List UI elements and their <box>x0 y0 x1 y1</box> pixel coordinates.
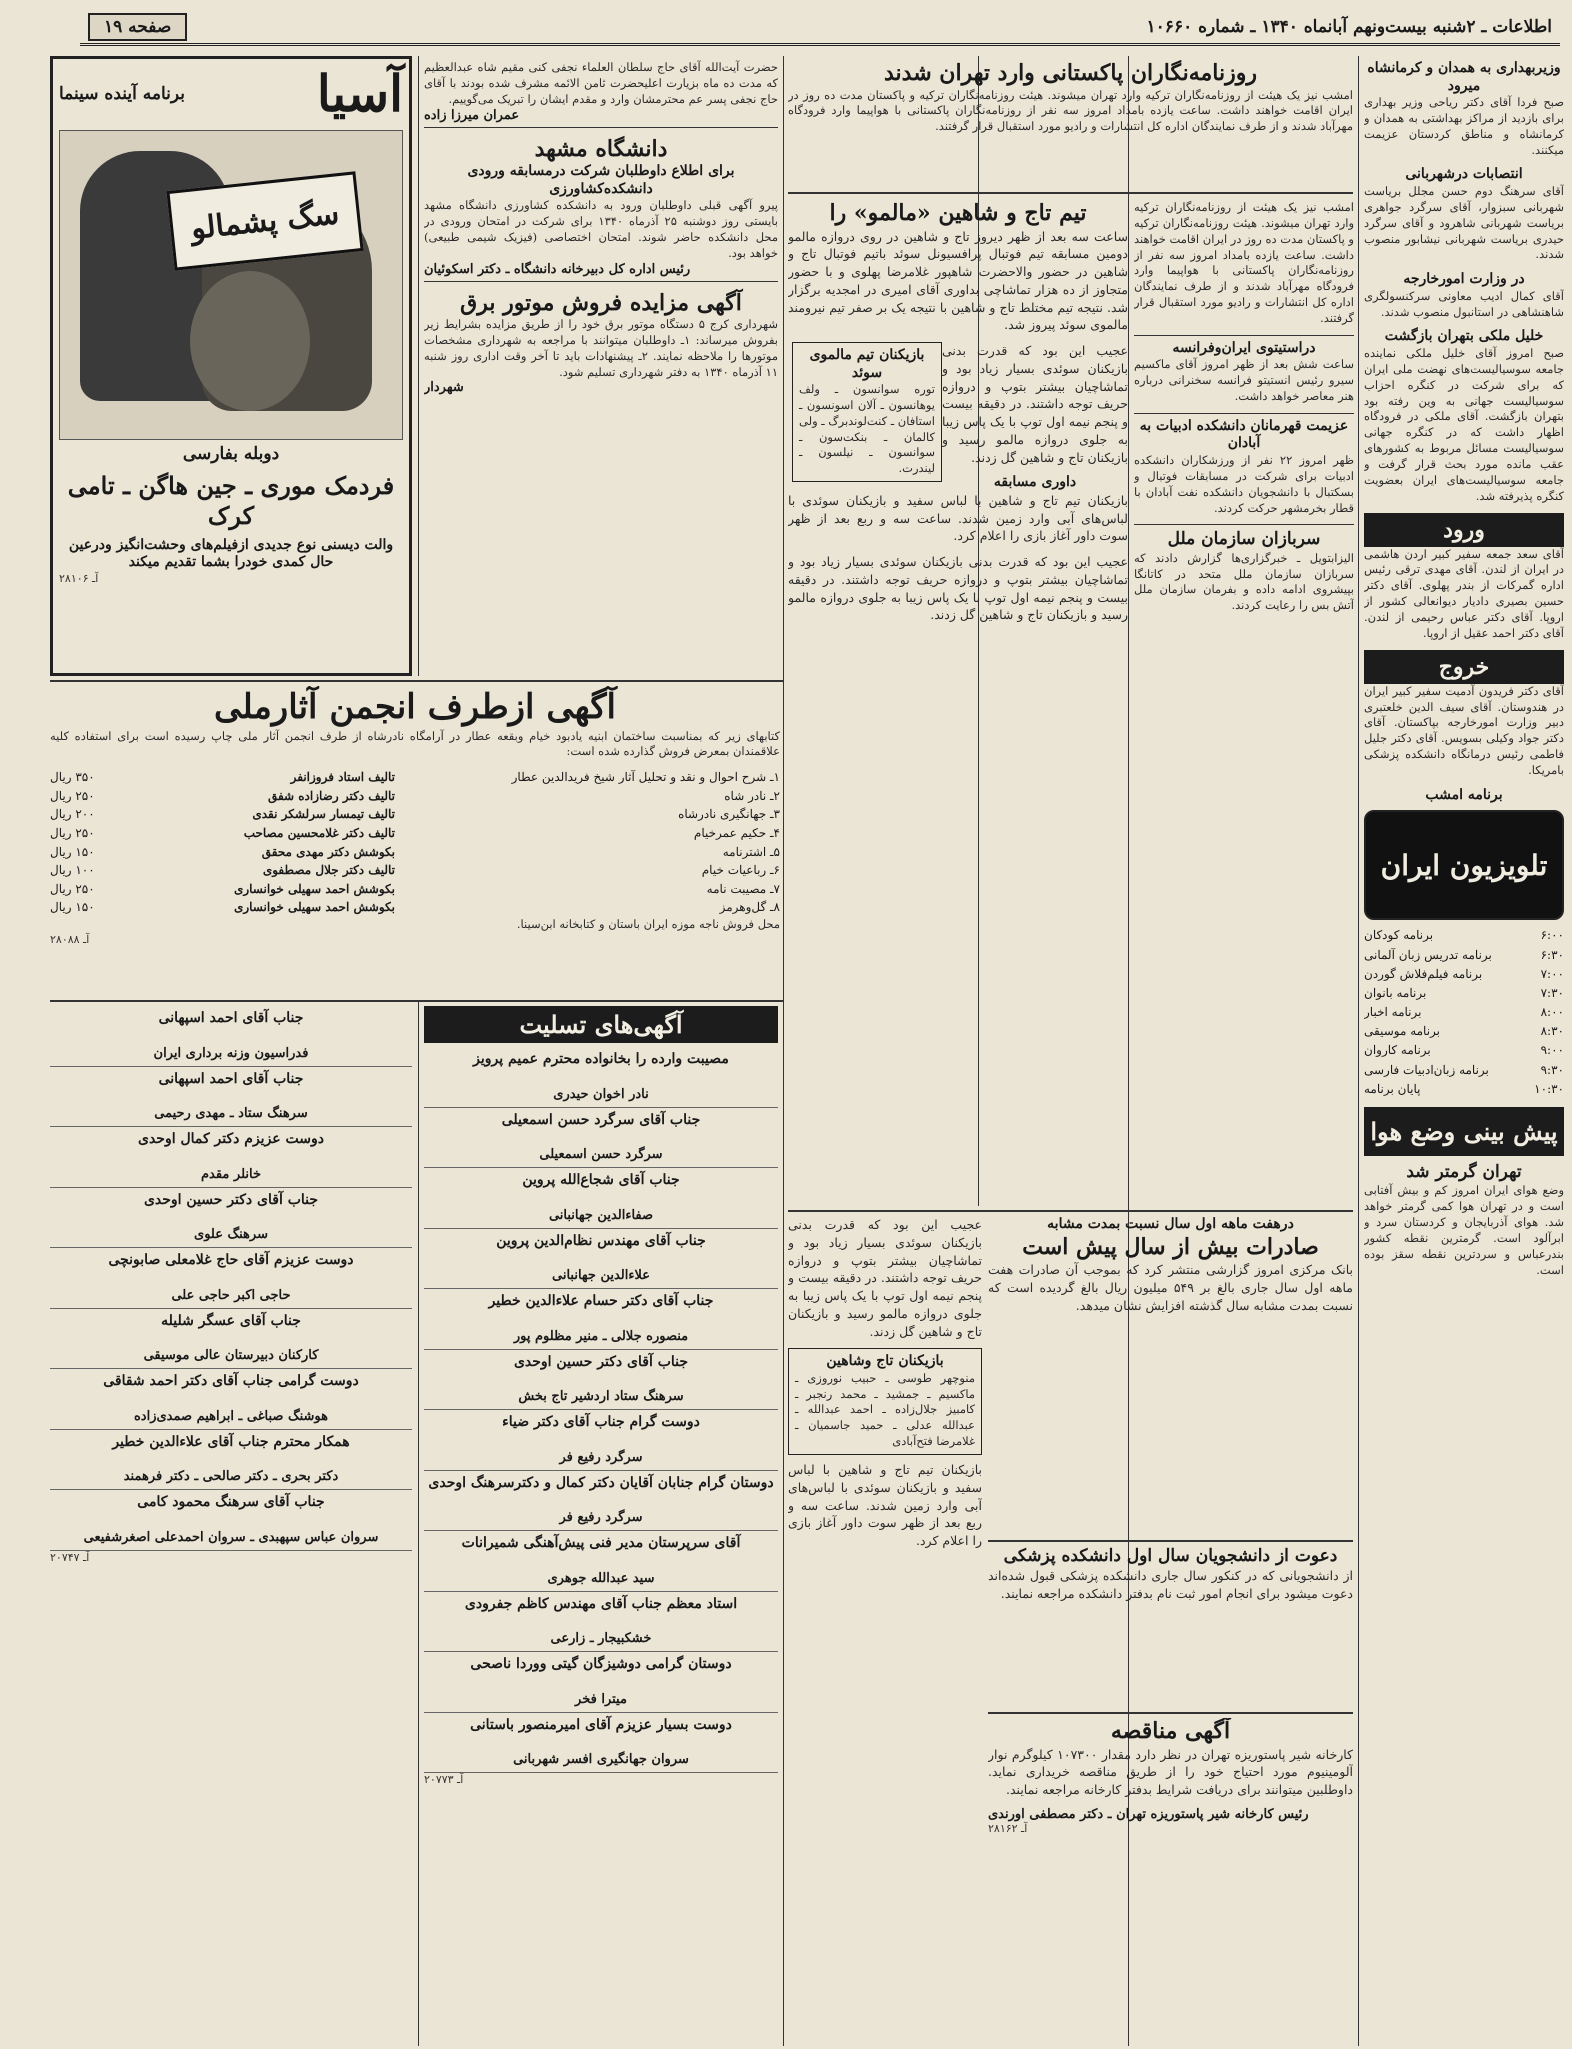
tv-show: برنامه زبان‌ادبیات فارسی <box>1364 1062 1489 1077</box>
condolence-text <box>426 1432 776 1450</box>
condolences-label: آگهی‌های تسلیت <box>424 1006 778 1043</box>
tv-schedule-row <box>1364 1041 1564 1060</box>
section-rule <box>988 1540 1353 1542</box>
condolence-title: همکار محترم جناب آقای علاءالدین خطیر <box>112 1433 350 1450</box>
condolence-signature: سید عبدالله جوهری <box>547 1570 655 1586</box>
tv-time: ۸:۳۰ <box>1540 1024 1564 1039</box>
auction-headline: آگهی مزایده فروش موتور برق <box>460 289 742 316</box>
festival-body: ساعت شش بعد از ظهر امروز آقای ماکسیم سیرو رئیس انستیتو فرانسه سخنرانی درباره هنر معاصر خواهد داشت. <box>1134 357 1354 404</box>
book-price: ۲۰۰ ریال <box>50 807 95 822</box>
tv-logo: تلویزیون ایران <box>1364 810 1564 920</box>
condolence-title: استاد معظم جناب آقای مهندس کاظم جفرودی <box>464 1595 738 1612</box>
condolence-code: آـ ۲۰۷۴۷ <box>50 1550 90 1564</box>
book-author: تالیف دکتر جلال مصطفوی <box>262 863 395 878</box>
condolence-signature: سرگرد حسن اسمعیلی <box>539 1147 663 1162</box>
condolence-title: جناب آقای عسگر شلیله <box>161 1312 301 1329</box>
condolence-text <box>426 1734 776 1752</box>
film-ad-code: آـ ۲۸۱۰۶ <box>59 571 99 585</box>
condolence-signature: سرگرد رفیع فر <box>559 1510 643 1525</box>
condolence-title: دوست بسیار عزیزم آقای امیرمنصور باستانی <box>470 1716 732 1733</box>
film-poster-image <box>59 130 403 440</box>
condolence-signature: سروان عباس سپهبدی ـ سروان احمدعلی اصغرشفیعی <box>83 1529 379 1545</box>
condolence-title: جناب آقای شجاع‌الله پروین <box>522 1172 680 1188</box>
exports-pre-headline: درهفت ماهه اول سال نسبت بمدت مشابه <box>1047 1216 1294 1232</box>
condolence-signature: کارکنان دبیرستان عالی موسیقی <box>143 1348 319 1363</box>
condolence-notice <box>50 1188 412 1249</box>
film-note: والت دیسنی نوع جدیدی ازفیلم‌های وحشت‌انگیز ودرعین حال کمدی خودرا بشما تقدیم میکند <box>68 536 394 571</box>
book-price: ۲۵۰ ریال <box>50 826 95 840</box>
team-body: ساعت سه بعد از ظهر دیروز تاج و شاهین در روی دروازه مالمو دومین مسابقه تیم فوتبال پرافسیونل سوئد باتیم فوتبال تاج و شاهین در حضور والاحضرت شاهپور غلامرضا پهلوی و با حضور متجاوز از ده هزار تماشاچی بداوری آقای امیری در امجدیه برگزار شد. نتیجه تیم مختلط تاج و شاهین با نتیجه یک بر صفر تیم نیرومند مالموی سوئد پیروز شد. <box>788 228 1128 333</box>
condolence-title: دوست عزیزم دکتر کمال اوحدی <box>138 1131 324 1147</box>
column-rule <box>783 56 784 2046</box>
condolence-signature: خانلر مقدم <box>200 1166 262 1182</box>
heritage-ad <box>50 686 780 996</box>
exports-headline: صادرات بیش از سال پیش است <box>1022 1233 1319 1260</box>
sport-lineup-body: منوچهر طوسی ـ حبیب نوروزی ـ ماکسیم ـ جمشید ـ محمد رنجبر ـ کامبیز جلال‌زاده ـ احمد عبدالله ـ عبدالله عدلی ـ حمید جاسمیان ـ غلامرضا فتح‌آبادی <box>795 1370 975 1449</box>
mashhad-signature: رئیس اداره کل دبیرخانه دانشگاه ـ دکتر اسکوئیان <box>424 261 691 277</box>
un-headline: سربازان سازمان ملل <box>1167 529 1321 550</box>
condolences-right-list <box>50 1006 412 1551</box>
congrats-body: حضرت آیت‌الله آقای حاج سلطان العلماء نجفی کنی مقیم شاه عبدالعظیم که مدت ده ماه بزیارت اعلیحضرت ثامن الائمه مشرف شده بودند با آقای حاج نجفی پسر عم محترمشان وارد و مقدم ایشان را تبریک می‌گوییم. <box>424 60 778 106</box>
condolence-title: دوست گرام جناب آقای دکتر ضیاء <box>502 1414 700 1430</box>
condolences-left-list <box>424 1047 778 1773</box>
condolence-notice <box>50 1127 412 1188</box>
condolence-title: جناب آقای احمد اسپهانی <box>158 1010 304 1026</box>
heritage-headline: آگهی ازطرف انجمن آثارملی <box>214 687 616 727</box>
congrats-signature: عمران میرزا زاده <box>424 107 520 123</box>
book-price: ۲۵۰ ریال <box>50 788 95 803</box>
condolence-title: جناب آقای مهندس نظام‌الدین پروین <box>496 1232 706 1249</box>
condolences-right-column <box>50 1006 412 2044</box>
travel-body: ظهر امروز ۲۲ نفر از ورزشکاران دانشکده ادبیات برای شرکت در مسابقات فوتبال و بسکتبال با دانشجویان دانشکده نفت آبادان با قطار بخرمشهر حرکت کردند. <box>1134 452 1354 515</box>
book-row <box>50 898 780 917</box>
condolence-signature: میترا فخر <box>575 1691 627 1707</box>
tv-schedule-row <box>1364 946 1564 965</box>
column-announcements <box>424 60 778 675</box>
sport-lineup-headline: بازیکنان تاج وشاهین <box>826 1353 944 1370</box>
book-title: ۳ـ جهانگیری نادرشاه <box>678 807 780 822</box>
column-rule <box>418 1000 419 2046</box>
issue-info: اطلاعات ـ ۲شنبه بیست‌ونهم آبانماه ۱۳۴۰ ـ شماره ۱۰۶۶۰ <box>1146 16 1552 37</box>
book-author: بکوشش احمد سهیلی خوانساری <box>233 881 395 896</box>
team-body-continued: عجیب این بود که قدرت بدنی بازیکنان سوئدی بسیار زیاد بود و تماشاچیان بیشتر بتوپ و دروازه حریف توجه داشتند. در دقیقه بیست و پنجم نیمه اول توپ با یک پاس زیبا به جلوی دروازه مالمو رسید و بازیکنان تاج و شاهین گل زدند. <box>942 343 1128 465</box>
book-row <box>50 824 780 843</box>
tv-schedule <box>1364 926 1564 1099</box>
condolence-text <box>52 1028 410 1046</box>
condolence-title: دوست گرامی جناب آقای دکتر احمد شقاقی <box>103 1373 359 1389</box>
poster-dog <box>190 271 310 411</box>
cinema-name: آسیا <box>316 64 403 123</box>
condolence-text <box>52 1088 410 1106</box>
page-number: صفحه ۱۹ <box>88 13 187 41</box>
condolence-text <box>52 1330 410 1348</box>
condolence-text <box>426 1129 776 1147</box>
book-title: ۶ـ رباعیات خیام <box>701 863 780 878</box>
khalil-maleki-body: صبح امروز آقای خلیل ملکی نماینده جامعه سوسیالیست‌های نهضت ملی ایران که برای شرکت در کنگره احزاب سوسیالیست جهانی به وین رفته بود بتهران بازگشت. آقای ملکی در فرودگاه اظهار داشت که در کنگره جهانی سوسیالیست مسائل مربوط به کشورهای عقب مانده مورد بحث قرار گرفت و جامعه سوسیالیست‌های ایران بعضویت کنگره پذیرفته شد. <box>1364 345 1564 503</box>
festival-headline: دراستیتوی ایران‌وفرانسه <box>1172 339 1316 356</box>
book-row <box>50 787 780 806</box>
book-price: ۲۵۰ ریال <box>50 881 95 896</box>
weather-body: وضع هوای ایران امروز کم و بیش آفتابی است و در تهران هوا کمی گرمتر خواهد شد. هوای آذربایجان و کردستان سرد و ابرآلود است. گرمترین نقطه کشور بندرعباس و سردترین نقطه سقز بوده است. <box>1364 1183 1564 1277</box>
tender-article <box>988 1718 1353 2043</box>
condolence-notice <box>424 1108 778 1169</box>
condolence-notice <box>50 1309 412 1370</box>
departures-label: خروج <box>1364 650 1564 684</box>
condolence-title: جناب آقای احمد اسپهانی <box>158 1070 304 1087</box>
condolence-title: جناب آقای سرهنگ محمود کامی <box>137 1494 325 1510</box>
foreign-ministry-body: آقای کمال ادیب معاونی سرکنسولگری شاهنشاهی در استانبول منصوب شدند. <box>1364 288 1564 319</box>
heritage-intro: کتابهای زیر که بمناسبت ساختمان ابنیه یادبود خیام وبقعه عطار در آرامگاه نادرشاه از طرف انجمن آثار ملی چاپ رسیده است برای استفاده کلیه علاقمندان بمعرض فروش گذارده شده است: <box>50 728 780 759</box>
condolence-notice <box>424 1289 778 1350</box>
referee-headline: داوری مسابقه <box>993 474 1077 491</box>
condolence-signature: سرهنگ علوی <box>194 1227 268 1242</box>
condolence-signature: علاءالدین جهانبانی <box>551 1268 650 1283</box>
mashhad-headline: دانشگاه مشهد <box>534 135 668 162</box>
column-rule <box>1358 56 1359 2046</box>
condolence-title: جناب آقای سرگرد حسن اسمعیلی <box>501 1111 701 1128</box>
match-continued <box>788 1216 982 2041</box>
condolence-signature: خشکبیجار ـ زارعی <box>550 1631 652 1646</box>
tv-show: برنامه اخبار <box>1364 1005 1422 1020</box>
heritage-outro: محل فروش ناجه موزه ایران باستان و کتابخانه ابن‌سینا. <box>516 916 780 931</box>
condolence-notice <box>424 1471 778 1532</box>
weather-label: پیش بینی وضع هوا <box>1364 1107 1564 1156</box>
appointments-headline: انتصابات درشهربانی <box>1405 166 1523 183</box>
condolence-signature: صفاءالدین جهانبانی <box>548 1207 654 1223</box>
book-price: ۱۰۰ ریال <box>50 863 95 878</box>
condolence-text <box>426 1250 776 1268</box>
condolence-title: مصیبت وارده را بخانواده محترم عمیم پرویز <box>473 1051 729 1067</box>
condolence-notice <box>424 1713 778 1774</box>
condolence-text <box>52 1270 410 1288</box>
film-title: سگ پشمالو <box>166 171 363 270</box>
condolence-text <box>426 1613 776 1631</box>
condolence-signature: منصوره جلالی ـ منیر مظلوم پور <box>513 1328 689 1344</box>
condolence-signature: حاجی اکبر حاجی علی <box>171 1287 291 1303</box>
journalists-continued <box>1134 200 1354 1200</box>
masthead <box>80 10 1560 46</box>
section-rule <box>988 1712 1353 1714</box>
tv-show: برنامه موسیقی <box>1364 1024 1441 1039</box>
tv-schedule-row <box>1364 1061 1564 1080</box>
condolence-notice <box>424 1652 778 1713</box>
lineup-headline: بازیکنان تیم مالموی سوئد <box>809 347 925 381</box>
tv-show: برنامه بانوان <box>1364 985 1427 1000</box>
un-body: الیزابتویل ـ خبرگزاری‌ها گزارش دادند که سربازان سازمان ملل متحد در کاتانگا بپیشروی ادامه داده و بفرمان سازمان ملل آتش بس را رعایت کردند. <box>1134 550 1354 613</box>
referee-body: بازیکنان تیم تاج و شاهین با لباس سفید و بازیکنان سوئدی با لباس‌های آبی وارد زمین شدند. ساعت سه و ربع بعد از ظهر سوت داور آغاز بازی را اعلام کرد. <box>788 492 1128 544</box>
tv-time: ۶:۳۰ <box>1540 947 1564 962</box>
weather-headline: تهران گرمتر شد <box>1406 1162 1522 1183</box>
condolences-left-column <box>424 1006 778 2044</box>
tv-time: ۱۰:۳۰ <box>1534 1081 1564 1096</box>
sport-lineup-box <box>788 1348 982 1455</box>
section-rule <box>50 1000 783 1002</box>
team-article <box>788 200 1128 1210</box>
book-author: تالیف دکتر غلامحسین مصاحب <box>243 826 395 840</box>
journalists-body: امشب نیز یک هیئت از روزنامه‌نگاران ترکیه وارد تهران میشوند. هیئت روزنامه‌نگاران ترکیه و پاکستان مدت ده روز در ایران اقامت خواهند داشت. ساعت یازده بامداد امروز سه نفر از روزنامه‌نگاران پاکستانی با هواپیما وارد فرودگاه مهرآباد شدند و از طرف نمایندگان اداره کل انتشارات و رادیو مورد استقبال قرار گرفتند. <box>788 87 1353 134</box>
travel-headline: عزیمت قهرمانان دانشکده ادبیات به آبادان <box>1139 417 1349 452</box>
condolence-notice <box>50 1006 412 1067</box>
condolence-title: جناب آقای دکتر حسین اوحدی <box>513 1353 689 1370</box>
condolence-text <box>426 1674 776 1692</box>
tv-schedule-row <box>1364 984 1564 1003</box>
section-rule <box>788 1210 1353 1212</box>
arrivals-label: ورود <box>1364 513 1564 547</box>
tv-schedule-row <box>1364 1022 1564 1041</box>
column-news-brief <box>1364 60 1564 2045</box>
minister-body: صبح فردا آقای دکتر ریاحی وزیر بهداری برای بازدید از مراکز بهداشتی به همدان و کرمانشاه و مناطق کردستان عزیمت میکنند. <box>1364 95 1564 157</box>
tv-show: برنامه تدریس زبان آلمانی <box>1364 947 1492 962</box>
tv-time: ۷:۳۰ <box>1540 985 1564 1000</box>
tv-show: برنامه فیلم‌فلاش گوردن <box>1364 966 1483 981</box>
mashhad-subhead: برای اطلاع داوطلبان شرکت درمسابقه ورودی دانشکده‌کشاورزی <box>467 163 735 197</box>
film-cast: فردمک موری ـ جین هاگن ـ تامی کرک <box>67 470 395 530</box>
auction-body: شهرداری کرج ۵ دستگاه موتور برق خود را از طریق مزایده بشرایط زیر بفروش میرساند: ۱ـ داوطلبان میتوانند با مراجعه به شهرداری مشخصات موتورها را ملاحظه نمایند. ۲ـ پیشنهادات باید تا آخر وقت اداری روز شنبه ۱۱ آذرماه ۱۳۴۰ به دفتر شهرداری تسلیم شود. <box>424 317 778 379</box>
lineup-box <box>792 342 942 482</box>
tender-headline: آگهی مناقصه <box>1110 1718 1231 1744</box>
condolence-notice <box>424 1350 778 1411</box>
medical-headline: دعوت از دانشجویان سال اول دانشکده پزشکی <box>1003 1546 1338 1566</box>
book-row <box>50 843 780 862</box>
condolence-notice <box>50 1067 412 1128</box>
condolence-title: دوست عزیزم آقای حاج غلامعلی صابونچی <box>108 1252 354 1268</box>
book-author: بکوشش دکتر مهدی محقق <box>261 844 395 859</box>
condolence-title: جناب آقای دکتر حسام علاءالدین خطیر <box>488 1293 714 1309</box>
tv-time: ۷:۰۰ <box>1540 966 1564 981</box>
book-price: ۱۵۰ ریال <box>50 900 95 915</box>
book-author: تالیف تیمسار سرلشکر نقدی <box>252 807 395 822</box>
tender-signature: رئیس کارخانه شیر پاستوریزه تهران ـ دکتر مصطفی اورندی <box>988 1806 1309 1822</box>
mashhad-body: پیرو آگهی قبلی داوطلبان ورود به دانشکده کشاورزی دانشگاه مشهد بایستی روز دوشنبه ۲۵ آذرماه ۱۳۴۰ برای شرکت در امتحان ورودی در محل دانشکده حاضر شوند. امتحان اختصاصی (فیزیک شیمی طبیعی) خواهد بود. <box>424 198 778 260</box>
condolence-notice <box>424 1531 778 1592</box>
condolence-text <box>426 1492 776 1510</box>
book-title: ۵ـ اشترنامه <box>722 844 780 859</box>
tv-time: ۹:۰۰ <box>1540 1043 1564 1058</box>
condolence-text <box>426 1553 776 1571</box>
medical-body: از دانشجویانی که در کنکور سال جاری دانشکده پزشکی قبول شده‌اند دعوت میشود برای انجام امور ثبت نام بدفتر دانشکده مراجعه نمایند. <box>988 1568 1353 1601</box>
condolence-signature: فدراسیون وزنه برداری ایران <box>153 1045 309 1061</box>
tv-schedule-row <box>1364 1080 1564 1099</box>
condolence-title: دوستان گرام جنابان آقایان دکتر کمال و دکترسرهنگ اوحدی <box>428 1474 774 1491</box>
exports-article <box>988 1216 1353 1536</box>
section-rule <box>788 192 1353 194</box>
cinema-label: برنامه آینده سینما <box>59 83 186 104</box>
medical-article <box>988 1546 1353 1706</box>
condolence-signature: نادر اخوان حیدری <box>553 1086 649 1102</box>
book-title: ۴ـ حکیم عمرخیام <box>693 826 780 840</box>
condolence-text <box>52 1451 410 1469</box>
condolence-notice <box>424 1229 778 1290</box>
tv-schedule-row <box>1364 1003 1564 1022</box>
tv-time: ۹:۳۰ <box>1540 1062 1564 1077</box>
condolence-notice <box>50 1248 412 1309</box>
condolence-notice <box>50 1369 412 1430</box>
condolence-notice <box>424 1168 778 1229</box>
book-title: ۸ـ گل‌وهرمز <box>719 900 780 915</box>
team-body-extra: عجیب این بود که قدرت بدنی بازیکنان سوئدی بسیار زیاد بود و تماشاچیان بیشتر بتوپ و دروازه حریف توجه داشتند. در دقیقه بیست و پنجم نیمه اول توپ با یک پاس زیبا به جلوی دروازه مالمو رسید و بازیکنان تاج و شاهین گل زدند. <box>788 554 1128 623</box>
tv-program-label: برنامه امشب <box>1425 786 1503 803</box>
column-rule <box>418 56 419 676</box>
journalists-body-continued: امشب نیز یک هیئت از روزنامه‌نگاران ترکیه وارد تهران میشوند. هیئت روزنامه‌نگاران ترکیه و پاکستان مدت ده روز در ایران اقامت خواهند داشت. ساعت یازده بامداد امروز سه نفر از روزنامه‌نگاران پاکستانی با هواپیما وارد فرودگاه مهرآباد شدند و از طرف نمایندگان اداره کل انتشارات و رادیو مورد استقبال قرار گرفتند. <box>1134 200 1354 326</box>
minister-headline: وزیربهداری به همدان و کرمانشاه میرود <box>1367 60 1561 94</box>
khalil-maleki-headline: خلیل ملکی بتهران بازگشت <box>1384 328 1544 345</box>
book-author: تالیف دکتر رضازاده شفق <box>267 788 395 803</box>
book-row <box>50 805 780 824</box>
match-body-continued: عجیب این بود که قدرت بدنی بازیکنان سوئدی بسیار زیاد بود و تماشاچیان بیشتر بتوپ و دروازه حریف توجه داشتند. در دقیقه بیست و پنجم نیمه اول توپ با یک پاس زیبا به جلوی دروازه مالمو رسید و بازیکنان تاج و شاهین گل زدند. <box>788 1217 982 1339</box>
book-price: ۱۵۰ ریال <box>50 844 95 859</box>
book-author: بکوشش احمد سهیلی خوانساری <box>233 900 395 915</box>
condolence-title: جناب آقای دکتر حسین اوحدی <box>143 1191 319 1208</box>
match-body-end: بازیکنان تیم تاج و شاهین با لباس سفید و بازیکنان سوئدی با لباس‌های آبی وارد زمین شدند. ساعت سه و ربع بعد از ظهر سوت داور آغاز بازی را اعلام کرد. <box>788 1462 982 1549</box>
tender-code: آـ ۲۸۱۶۲ <box>988 1821 1028 1835</box>
appointments-body: آقای سرهنگ دوم حسن مجلل بریاست شهربانی سبزوار، آقای سرگرد جواهری بریاست شهربانی شاهرود و آقای سرگرد حیدری بریاست شهربانی نیشابور منصوب شدند. <box>1364 183 1564 262</box>
section-rule <box>50 680 783 682</box>
condolence-text <box>52 1512 410 1530</box>
condolence-notice <box>50 1490 412 1551</box>
book-row <box>50 861 780 880</box>
exports-body: بانک مرکزی امروز گزارشی منتشر کرد که بموجب آن صادرات هفت ماهه اول سال جاری بالغ بر ۵۴۹ میلیون ریال بالغ گردیده است که نسبت بمدت مشابه سال گذشته افزایش نشان میدهد. <box>988 1262 1353 1313</box>
condolence-signature: سرهنگ ستاد ـ مهدی رحیمی <box>154 1106 308 1121</box>
auction-signature: شهردار <box>424 380 464 396</box>
book-title: ۲ـ نادر شاه <box>724 788 780 803</box>
condolence-signature: سرگرد رفیع فر <box>559 1449 643 1465</box>
condolence-signature: سروان جهانگیری افسر شهربانی <box>513 1752 689 1767</box>
condolence-text <box>52 1209 410 1227</box>
film-dubbing: دوبله بفارسی <box>182 443 280 464</box>
condolence-signature: هوشنگ صباغی ـ ابراهیم صمدی‌زاده <box>134 1408 328 1424</box>
book-price: ۳۵۰ ریال <box>50 770 95 785</box>
condolence-text <box>426 1371 776 1389</box>
condolence-signature: دکتر بحری ـ دکتر صالحی ـ دکتر فرهمند <box>123 1469 339 1484</box>
tv-time: ۶:۰۰ <box>1540 928 1564 943</box>
condolence-text <box>426 1069 776 1087</box>
book-author: تالیف استاد فروزانفر <box>290 770 395 785</box>
condolence-notice <box>50 1430 412 1491</box>
condolence-title: دوستان گرامی دوشیزگان گیتی ووردا ناصحی <box>470 1656 732 1672</box>
tv-schedule-row <box>1364 926 1564 945</box>
condolence-notice <box>424 1592 778 1653</box>
book-row <box>50 768 780 787</box>
condolence-text <box>426 1311 776 1329</box>
departures-body: آقای دکتر فریدون آدمیت سفیر کبیر ایران در هندوستان. آقای سیف الدین خلعتبری دبیر وزارت امورخارجه بپاکستان. آقای دکتر جواد وکیلی بسویس. آقای دکتر جلیل فاطمی رئیس درمانگاه دانشکده پزشکی بامریکا. <box>1364 683 1564 777</box>
condolence-notice <box>424 1410 778 1471</box>
tender-body: کارخانه شیر پاستوریزه تهران در نظر دارد مقدار ۱۰۷۳۰۰ کیلوگرم نوار آلومینیوم مورد احتیاج خود را از طریق مناقصه خریداری نماید. داوطلبین میتوانند برای دریافت شرایط بدفتر کارخانه مراجعه نمایند. <box>988 1746 1353 1797</box>
tv-show: پایان برنامه <box>1364 1081 1421 1096</box>
condolence-text <box>52 1391 410 1409</box>
condolence-text <box>426 1190 776 1208</box>
book-list <box>50 768 780 917</box>
condolence-signature: سرهنگ ستاد اردشیر تاج بخش <box>518 1389 684 1404</box>
condolence-title: آقای سرپرستان مدیر فنی پیش‌آهنگی شمیرانات <box>461 1535 741 1551</box>
book-title: ۷ـ مصیبت نامه <box>706 881 780 896</box>
tv-show: برنامه کودکان <box>1364 928 1434 943</box>
team-headline: تیم تاج و شاهین «مالمو» را <box>829 200 1087 226</box>
tv-show: برنامه کاروان <box>1364 1043 1431 1058</box>
condolence-code: آـ ۲۰۷۷۳ <box>424 1773 464 1786</box>
journalists-article <box>788 60 1353 200</box>
cinema-ad <box>50 56 412 676</box>
tv-time: ۸:۰۰ <box>1540 1005 1564 1020</box>
tv-schedule-row <box>1364 965 1564 984</box>
heritage-code: آـ ۲۸۰۸۸ <box>50 932 90 946</box>
condolence-text <box>52 1149 410 1167</box>
book-title: ۱ـ شرح احوال و نقد و تحلیل آثار شیخ فریدالدین عطار <box>511 770 780 785</box>
foreign-ministry-headline: در وزارت امورخارجه <box>1403 271 1525 288</box>
condolence-notice <box>424 1047 778 1108</box>
arrivals-body: آقای سعد جمعه سفیر کبیر اردن هاشمی در ایران از لندن. آقای مهدی ترقی رئیس اداره گمرکات از بندر پهلوی. آقای دکتر حسین بصیری دادیار دیوانعالی کشور از اروپا. آقای دکتر عباس رحیمی از لندن. آقای دکتر احمد عقیل از اروپا. <box>1364 546 1564 640</box>
journalists-headline: روزنامه‌نگاران پاکستانی وارد تهران شدند <box>884 60 1257 86</box>
lineup-body: توره سوانسون ـ ولف یوهانسون ـ آلان اسونسون ـ استافان ـ کنت‌لوندبرگ ـ ولی کالمان ـ بنکت‌سون ـ سوانسون ـ نیلسون ـ لیندرت. <box>798 382 935 476</box>
book-row <box>50 880 780 899</box>
